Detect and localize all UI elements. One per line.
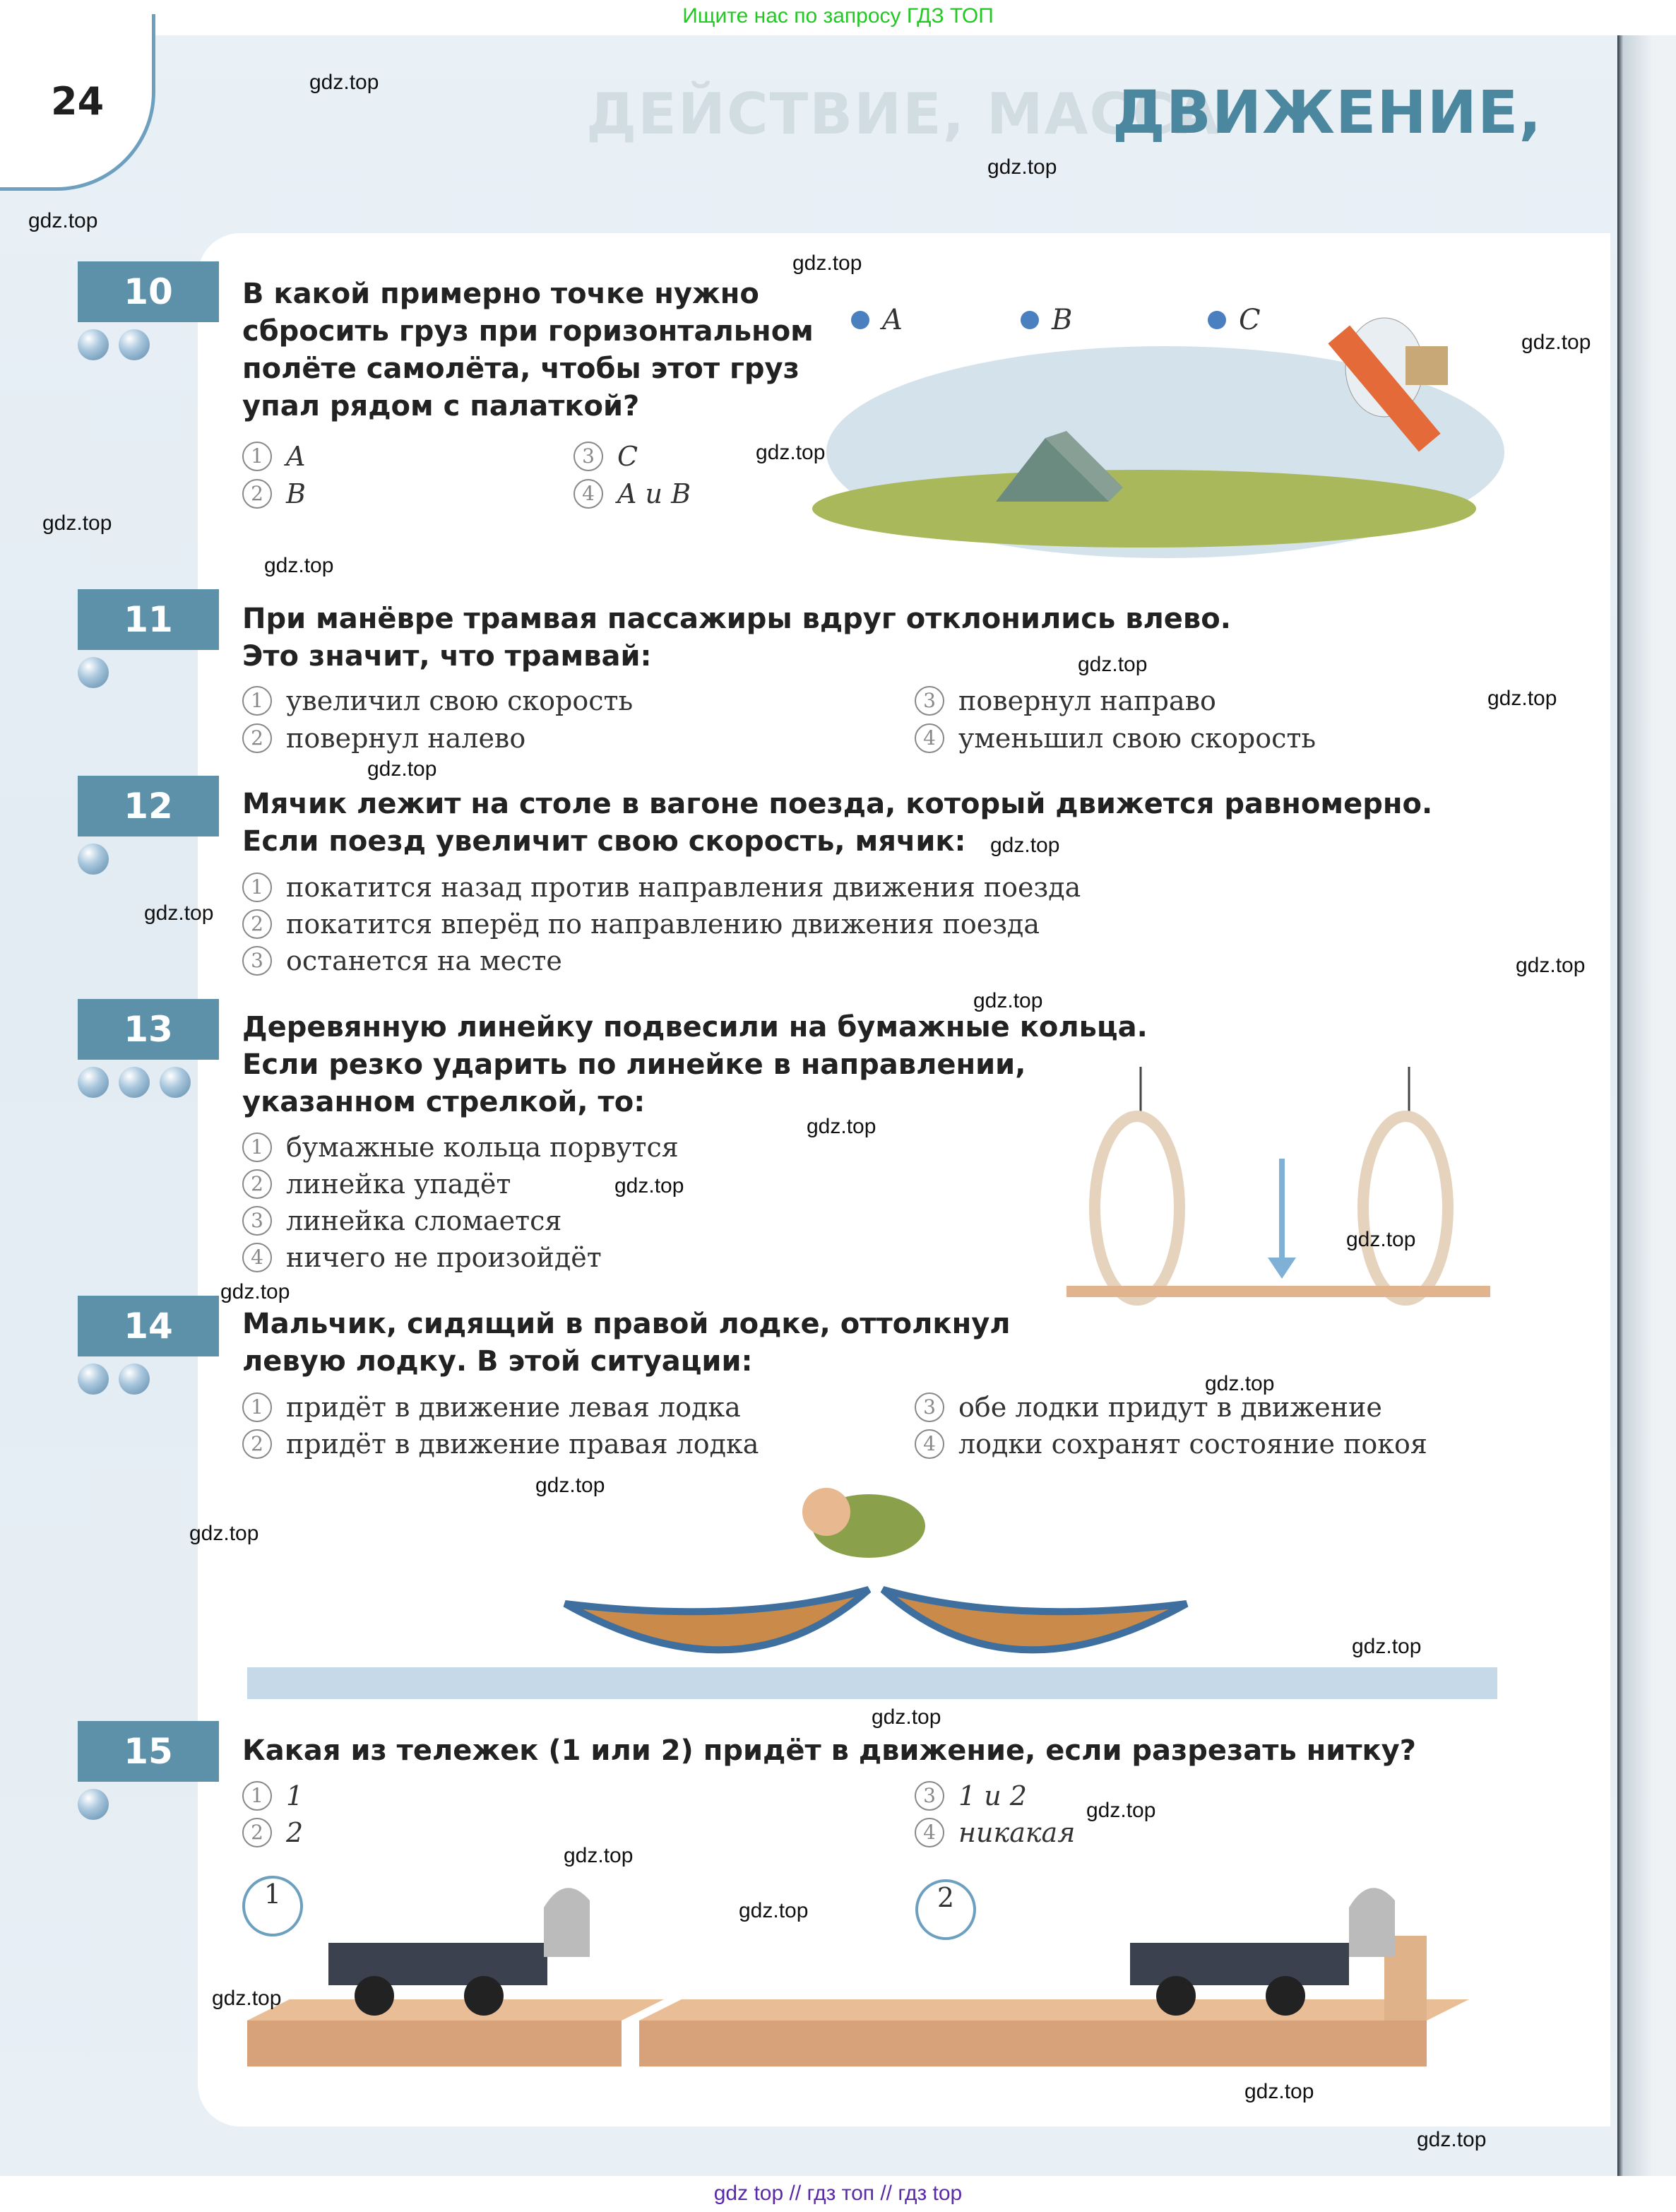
difficulty-indicator xyxy=(78,1067,191,1098)
question-text xyxy=(242,786,1432,860)
bottom-banner: gdz top // гдз топ // гдз top xyxy=(0,2176,1676,2212)
cart-1 xyxy=(328,1888,590,2016)
watermark: gdz.top xyxy=(739,1899,809,1922)
option-label: ничего не произойдёт xyxy=(286,1242,602,1273)
option-number-icon: 3 xyxy=(915,686,944,716)
question-line: левую лодку. В этой ситуации: xyxy=(242,1345,753,1378)
option-label: придёт в движение правая лодка xyxy=(286,1429,759,1460)
faded-header-text: ДЕЙСТВИЕ, МАССА xyxy=(586,81,1220,147)
board-1 xyxy=(247,1999,664,2021)
option-label: линейка сломается xyxy=(286,1205,562,1236)
watermark: gdz.top xyxy=(1352,1635,1422,1658)
figure-label-1: 1 xyxy=(242,1876,303,1936)
difficulty-indicator xyxy=(78,329,150,360)
option-number-icon: 3 xyxy=(915,1781,944,1811)
option-number-icon: 2 xyxy=(242,909,272,939)
option-label: останется на месте xyxy=(286,945,562,976)
point-marker xyxy=(1208,311,1226,329)
watermark: gdz.top xyxy=(42,511,112,535)
option-label: обе лодки придут в движение xyxy=(958,1392,1382,1423)
question-line: сбросить груз при горизонтальном xyxy=(242,315,814,348)
plane-tent-illustration xyxy=(812,276,1518,565)
difficulty-ball-icon xyxy=(160,1067,191,1098)
option-number-icon: 2 xyxy=(242,723,272,753)
watermark: gdz.top xyxy=(872,1705,941,1729)
option-number-icon: 1 xyxy=(242,1781,272,1811)
left-boat xyxy=(565,1590,869,1650)
difficulty-ball-icon xyxy=(78,657,109,688)
option-number-icon: 2 xyxy=(242,1169,272,1199)
question-line: полёте самолёта, чтобы этот груз xyxy=(242,353,800,385)
option-label: повернул налево xyxy=(286,723,526,754)
answer-option-2[interactable] xyxy=(242,1814,303,1851)
difficulty-ball-icon xyxy=(78,1364,109,1395)
watermark: gdz.top xyxy=(1521,331,1591,354)
option-label: покатится назад против направления движения поезда xyxy=(286,872,1081,903)
option-number-icon: 4 xyxy=(915,1818,944,1847)
question-line: При манёвре трамвая пассажиры вдруг отклонились влево. xyxy=(242,603,1231,635)
option-number-icon: 4 xyxy=(242,1243,272,1272)
question-number-10: 10 xyxy=(78,261,219,322)
option-number-icon: 1 xyxy=(242,1392,272,1422)
search-banner: Ищите нас по запросу ГДЗ ТОП xyxy=(0,0,1676,35)
watermark: gdz.top xyxy=(189,1522,259,1545)
option-number-icon: 1 xyxy=(242,873,272,902)
paper-ring-left xyxy=(1095,1116,1179,1300)
cart-2 xyxy=(1130,1888,1395,2016)
difficulty-ball-icon xyxy=(119,1364,150,1395)
difficulty-indicator xyxy=(78,1789,109,1820)
watermark: gdz.top xyxy=(792,252,862,275)
option-label: C xyxy=(617,441,638,472)
watermark: gdz.top xyxy=(1205,1372,1275,1395)
watermark: gdz.top xyxy=(1086,1799,1156,1822)
watermark: gdz.top xyxy=(1516,954,1586,977)
answer-option-3[interactable] xyxy=(915,682,1216,719)
answer-option-2[interactable] xyxy=(242,720,525,757)
answer-option-4[interactable] xyxy=(915,1814,1075,1851)
watermark: gdz.top xyxy=(756,441,826,464)
question-number-13: 13 xyxy=(78,999,219,1060)
option-label: линейка упадёт xyxy=(286,1169,511,1200)
watermark: gdz.top xyxy=(1244,2080,1314,2103)
option-label: уменьшил свою скорость xyxy=(958,723,1317,754)
board-2 xyxy=(639,1999,1469,2021)
answer-option-2[interactable] xyxy=(242,1166,511,1202)
watermark: gdz.top xyxy=(1487,687,1557,710)
difficulty-indicator xyxy=(78,844,109,875)
right-boat xyxy=(883,1590,1187,1650)
option-label: лодки сохранят состояние покоя xyxy=(958,1429,1427,1460)
difficulty-indicator xyxy=(78,1364,150,1395)
question-number-14: 14 xyxy=(78,1296,219,1356)
paper-ring-right xyxy=(1363,1116,1448,1300)
answer-option-1[interactable] xyxy=(242,682,633,719)
answer-option-1[interactable] xyxy=(242,438,305,475)
option-label: бумажные кольца порвутся xyxy=(286,1132,679,1163)
watermark: gdz.top xyxy=(535,1474,605,1497)
watermark: gdz.top xyxy=(807,1115,876,1138)
watermark: gdz.top xyxy=(1078,653,1148,676)
question-number-12: 12 xyxy=(78,776,219,836)
question-line: Если поезд увеличит свою скорость, мячик: xyxy=(242,825,966,858)
question-number-11: 11 xyxy=(78,589,219,650)
question-line: упал рядом с палаткой? xyxy=(242,390,640,422)
answer-option-4[interactable] xyxy=(915,1426,1427,1462)
figure-label-2: 2 xyxy=(915,1879,976,1940)
point-a: A xyxy=(851,304,903,336)
option-number-icon: 4 xyxy=(573,479,603,509)
option-number-icon: 3 xyxy=(242,1206,272,1236)
question-number-15: 15 xyxy=(78,1721,219,1782)
option-number-icon: 4 xyxy=(915,723,944,753)
difficulty-ball-icon xyxy=(119,329,150,360)
question-text xyxy=(242,1732,1416,1770)
difficulty-ball-icon xyxy=(78,1789,109,1820)
option-label: 1 xyxy=(286,1780,304,1811)
answer-option-4[interactable] xyxy=(915,720,1316,757)
watermark: gdz.top xyxy=(614,1174,684,1197)
watermark: gdz.top xyxy=(144,901,214,925)
boats-illustration xyxy=(247,1484,1497,1710)
point-marker xyxy=(851,311,869,329)
option-number-icon: 2 xyxy=(242,479,272,509)
option-number-icon: 4 xyxy=(915,1429,944,1459)
answer-option-1[interactable] xyxy=(242,1389,741,1426)
difficulty-indicator xyxy=(78,657,109,688)
option-number-icon: 3 xyxy=(573,442,603,471)
question-text xyxy=(242,1009,1148,1121)
option-label: увеличил свою скорость xyxy=(286,685,634,716)
answer-option-3[interactable] xyxy=(242,942,562,979)
question-line: Какая из тележек (1 или 2) придёт в движение, если разрезать нитку? xyxy=(242,1734,1416,1767)
watermark: gdz.top xyxy=(1417,2128,1487,2151)
watermark: gdz.top xyxy=(987,155,1057,179)
page-number: 24 xyxy=(51,79,105,124)
option-number-icon: 3 xyxy=(242,946,272,976)
answer-option-4[interactable] xyxy=(242,1239,602,1276)
answer-option-4[interactable] xyxy=(573,475,691,512)
option-number-icon: 3 xyxy=(915,1392,944,1422)
option-label: придёт в движение левая лодка xyxy=(286,1392,741,1423)
question-text xyxy=(242,1306,1011,1380)
watermark: gdz.top xyxy=(1346,1228,1416,1251)
ruler xyxy=(1066,1286,1490,1297)
point-marker xyxy=(1021,311,1039,329)
book-spine xyxy=(1617,35,1676,2176)
option-label: B xyxy=(286,478,306,509)
answer-option-2[interactable] xyxy=(242,475,306,512)
option-label: A и B xyxy=(617,478,691,509)
question-line: Деревянную линейку подвесили на бумажные кольца. xyxy=(242,1011,1148,1043)
option-label: покатится вперёд по направлению движения поезда xyxy=(286,909,1040,940)
watermark: gdz.top xyxy=(367,757,437,781)
option-number-icon: 1 xyxy=(242,1132,272,1162)
question-line: Если резко ударить по линейке в направлении, xyxy=(242,1048,1026,1081)
question-text xyxy=(242,276,814,425)
point-b: B xyxy=(1021,304,1072,336)
watermark: gdz.top xyxy=(309,71,379,94)
option-label: 2 xyxy=(286,1817,304,1848)
watermark: gdz.top xyxy=(973,989,1043,1012)
answer-option-3[interactable] xyxy=(915,1389,1382,1426)
option-label: 1 и 2 xyxy=(958,1780,1027,1811)
question-line: Это значит, что трамвай: xyxy=(242,640,652,673)
question-line: Мальчик, сидящий в правой лодке, оттолкнул xyxy=(242,1308,1011,1340)
watermark: gdz.top xyxy=(212,1987,282,2010)
question-line: Мячик лежит на столе в вагоне поезда, который движется равномерно. xyxy=(242,788,1433,820)
option-number-icon: 2 xyxy=(242,1429,272,1459)
carts-illustration xyxy=(240,1879,1504,2070)
watermark: gdz.top xyxy=(264,554,334,577)
option-number-icon: 1 xyxy=(242,686,272,716)
watermark: gdz.top xyxy=(28,209,98,232)
answer-option-1[interactable] xyxy=(242,1778,303,1814)
watermark: gdz.top xyxy=(990,834,1060,857)
point-c: C xyxy=(1208,304,1261,336)
question-line: указанном стрелкой, то: xyxy=(242,1086,646,1118)
answer-option-3[interactable] xyxy=(573,438,638,475)
question-line: В какой примерно точке нужно xyxy=(242,278,759,310)
watermark: gdz.top xyxy=(564,1844,634,1867)
answer-option-2[interactable] xyxy=(242,906,1040,942)
difficulty-ball-icon xyxy=(78,329,109,360)
option-label: A xyxy=(286,441,306,472)
answer-option-3[interactable] xyxy=(242,1202,561,1239)
difficulty-ball-icon xyxy=(119,1067,150,1098)
answer-option-1[interactable] xyxy=(242,1129,679,1166)
option-number-icon: 1 xyxy=(242,442,272,471)
option-label: повернул направо xyxy=(958,685,1216,716)
chapter-title: ДВИЖЕНИЕ, xyxy=(1112,78,1543,147)
option-number-icon: 2 xyxy=(242,1818,272,1847)
difficulty-ball-icon xyxy=(78,1067,109,1098)
difficulty-ball-icon xyxy=(78,844,109,875)
answer-option-3[interactable] xyxy=(915,1778,1027,1814)
answer-option-2[interactable] xyxy=(242,1426,759,1462)
answer-option-1[interactable] xyxy=(242,869,1081,906)
option-label: никакая xyxy=(958,1817,1076,1848)
watermark: gdz.top xyxy=(220,1280,290,1303)
